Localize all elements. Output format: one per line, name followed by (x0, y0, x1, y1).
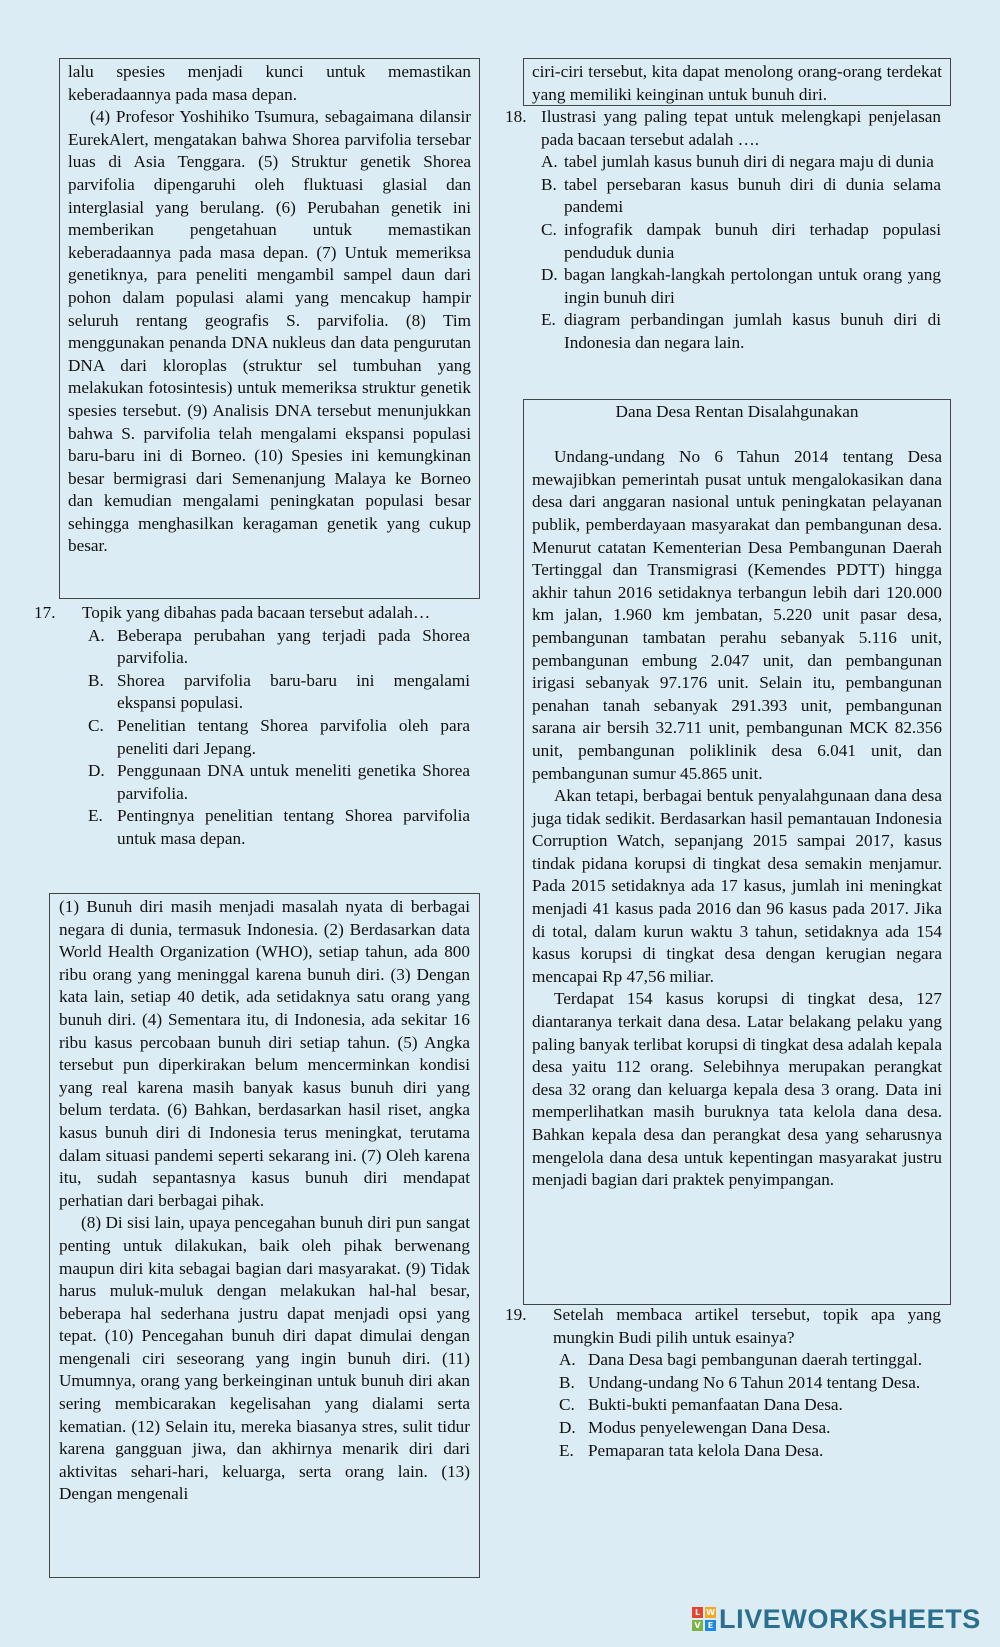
article-paragraph-3: Terdapat 154 kasus korupsi di tingkat desa, 127 diantaranya terkait dana desa. Latar belakang pelaku yang paling banyak terlibat korupsi di tingkat desa adalah kepala desa yaitu 112 orang. Selebihnya merupakan perangkat desa 32 orang dan keluarga kepala desa 3 orang. Data ini memperlihatkan masih buruknya tata kelola dana desa. Bahkan kepala desa dan perangkat desa yang seharusnya mengelola dana desa untuk kepentingan masyarakat justru menjadi bagian dari praktek penyimpangan. (532, 989, 942, 1190)
passage-suicide-tail: ciri-ciri tersebut, kita dapat menolong orang-orang terdekat yang memiliki keinginan untuk bunuh diri. (532, 62, 942, 104)
option-a[interactable]: A. Dana Desa bagi pembangunan daerah tertinggal. (559, 1350, 923, 1370)
logo-text: LIVEWORKSHEETS (719, 1603, 981, 1634)
article-title: Dana Desa Rentan Disalahgunakan (615, 402, 859, 421)
passage-suicide-p1: (1) Bunuh diri masih menjadi masalah nyata di berbagai negara di dunia, termasuk Indonesia. (2) Berdasarkan data World Health Organization (WHO), setiap tahun, ada 800 ribu orang yang meninggal karena bunuh diri. (3) Dengan kata lain, setiap 40 detik, ada setidaknya satu orang yang bunuh diri. (4) Sementara itu, di Indonesia, ada sekitar 16 ribu kasus percobaan bunuh diri setiap tahun. (5) Angka tersebut pun diperkirakan belum mencerminkan kondisi yang real karena masih banyak kasus bunuh diri yang belum terdata. (6) Bahkan, berdasarkan hasil riset, angka kasus bunuh diri di Indonesia terus meningkat, terutama dalam situasi pandemi seperti sekarang ini. (7) Oleh karena itu, sudah sepantasnya kasus bunuh diri mendapat perhatian dari berbagai pihak. (59, 897, 470, 1210)
question-number: 19. (505, 1305, 527, 1324)
article-paragraph-1: Undang-undang No 6 Tahun 2014 tentang Desa mewajibkan pemerintah pusat untuk mengalokasikan dana desa dari anggaran nasional untuk peningkatan pelayanan publik, pemberdayaan masyarakat dan pembangunan desa. Menurut catatan Kementerian Desa Pembangunan Daerah Tertinggal dan Transmigrasi (Kemendes PDTT) hingga akhir tahun 2016 setidaknya terbangun lebih dari 120.000 km jalan, 1.960 km jembatan, 5.220 unit pasar desa, pembangunan tambatan perahu sebanyak 5.116 unit, pembangunan embung 2.047 unit, dan pembangunan irigasi sebanyak 97.176 unit. Selain itu, pembangunan penahan tanah sebanyak 291.393 unit, pembangunan sarana air bersih 32.711 unit, pembangunan MCK 82.356 unit, pembangunan poliklinik desa 6.041 unit, dan pembangunan sumur 45.865 unit. (532, 447, 942, 783)
question-text: Ilustrasi yang paling tepat untuk melengkapi penjelasan pada bacaan tersebut adalah …. (541, 107, 941, 149)
liveworksheets-logo[interactable] (692, 1602, 992, 1636)
option-b[interactable]: B. Undang-undang No 6 Tahun 2014 tentang Desa. (559, 1372, 921, 1392)
question-text: Setelah membaca artikel tersebut, topik apa yang mungkin Budi pilih untuk esainya? (553, 1305, 941, 1347)
question-17 (32, 602, 470, 851)
option-c[interactable]: C. Bukti-bukti pemanfaatan Dana Desa. (559, 1395, 843, 1415)
question-text: Topik yang dibahas pada bacaan tersebut adalah… (82, 603, 431, 622)
logo-icon (692, 1607, 716, 1631)
logo-tile-w: W (706, 1608, 715, 1617)
option-e[interactable]: E. Pemaparan tata kelola Dana Desa. (559, 1440, 824, 1460)
question-19 (505, 1304, 941, 1462)
option-d[interactable]: D. bagan langkah-langkah pertolongan untuk orang yang ingin bunuh diri (541, 265, 941, 307)
option-b[interactable]: B. tabel persebaran kasus bunuh diri di dunia selama pandemi (541, 174, 941, 217)
logo-tile-e: E (705, 1620, 716, 1631)
option-d[interactable]: D. Modus penyelewengan Dana Desa. (559, 1417, 831, 1437)
passage-shorea-body: (4) Profesor Yoshihiko Tsumura, sebagaimana dilansir EurekAlert, mengatakan bahwa Shorea parvifolia tersebar luas di Asia Tenggara. (5) Struktur genetik Shorea parvifolia dipengaruhi oleh fluktuasi glasial dan interglasial yang berulang. (6) Perubahan genetik ini memberikan pengetahuan untuk memastikan keberadaannya pada masa depan. (7) Untuk memeriksa genetiknya, para peneliti mengambil sampel daun dari pohon dalam populasi alami yang mencakup hampir seluruh rentang geografis S. parvifolia. (8) Tim menggunakan penanda DNA nukleus dan data pengurutan DNA dari kloroplas (struktur sel tumbuhan yang melakukan fotosintesis) untuk memeriksa struktur genetik spesies tersebut. (9) Analisis DNA tersebut menunjukkan bahwa S. parvifolia telah mengalami ekspansi populasi baru-baru ini di Borneo. (10) Spesies ini kemungkinan besar bermigrasi dari Semenanjung Malaya ke Borneo dan kemudian mengalami peningkatan populasi besar sehingga menghasilkan keragaman genetik yang cukup besar. (68, 107, 471, 556)
option-b[interactable]: B. Shorea parvifolia baru-baru ini mengalami ekspansi populasi. (88, 670, 470, 713)
option-a[interactable]: A. tabel jumlah kasus bunuh diri di negara maju di dunia (541, 152, 934, 172)
option-d[interactable]: D. Penggunaan DNA untuk meneliti genetika Shorea parvifolia. (88, 761, 470, 803)
passage-suicide-p2: (8) Di sisi lain, upaya pencegahan bunuh diri pun sangat penting untuk dilakukan, baik oleh pihak berwenang maupun diri kita sebagai bagian dari masyarakat. (9) Tidak harus muluk-muluk dengan melakukan hal-hal besar, beberapa hal sederhana justru dapat menjadi opsi yang tepat. (10) Pencegahan bunuh diri dapat dimulai dengan mengenali ciri seseorang yang ingin bunuh diri. (11) Umumnya, orang yang berkeinginan untuk bunuh diri akan sering membicarakan kegelisahan yang dialami serta kematian. (12) Selain itu, mereka biasanya stres, sulit tidur karena gangguan jiwa, dan akhirnya menarik diri dari aktivitas sehari-hari, keluarga, serta orang lain. (13) Dengan mengenali (59, 1213, 470, 1504)
question-18 (505, 106, 941, 355)
option-c[interactable]: C. infografik dampak bunuh diri terhadap populasi penduduk dunia (541, 219, 941, 262)
passage-shorea-box (59, 58, 480, 599)
article-paragraph-2: Akan tetapi, berbagai bentuk penyalahgunaan dana desa juga tidak sedikit. Berdasarkan hasil pemantauan Indonesia Corruption Watch, sepanjang 2015 sampai 2017, kasus tindak pidana korupsi di tingkat desa semakin menjamur. Pada 2015 setidaknya ada 17 kasus, jumlah ini meningkat menjadi 41 kasus pada 2016 dan 96 kasus pada 2017. Jika di total, dalam kurun waktu 3 tahun, setidaknya ada 154 kasus korupsi di tingkat desa dengan kerugian negara mencapai Rp 47,56 miliar. (532, 786, 942, 986)
question-number: 18. (505, 107, 527, 126)
passage-suicide-tail-box (523, 58, 951, 106)
option-e[interactable]: E. Pentingnya penelitian tentang Shorea parvifolia untuk masa depan. (88, 806, 470, 848)
option-c[interactable]: C. Penelitian tentang Shorea parvifolia oleh para peneliti dari Jepang. (88, 715, 470, 758)
passage-shorea-tail: lalu spesies menjadi kunci untuk memastikan keberadaannya pada masa depan. (68, 62, 471, 104)
option-a[interactable]: A. Beberapa perubahan yang terjadi pada Shorea parvifolia. (88, 625, 470, 668)
logo-tile-l: L (692, 1607, 703, 1618)
question-number: 17. (34, 603, 56, 622)
passage-suicide-box (49, 893, 480, 1578)
logo-tile-v: V (692, 1620, 703, 1631)
option-e[interactable]: E. diagram perbandingan jumlah kasus bunuh diri di Indonesia dan negara lain. (541, 310, 941, 352)
article-dana-desa-box (523, 399, 951, 1305)
